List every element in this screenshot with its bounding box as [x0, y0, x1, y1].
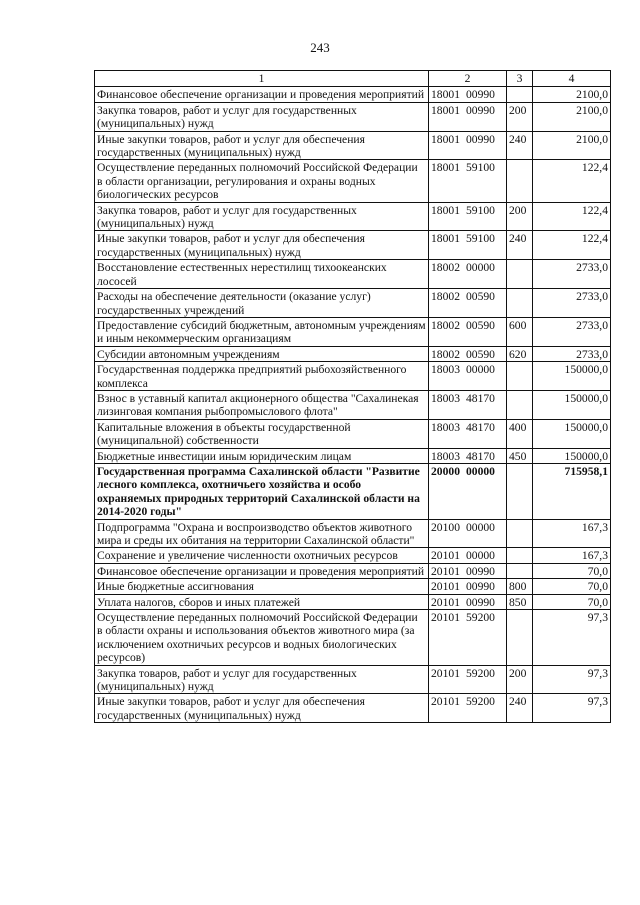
column-header-sum: 4 [533, 71, 611, 87]
page-number: 243 [310, 40, 330, 55]
row-code-program: 18001 [431, 161, 460, 175]
row-code [429, 102, 507, 131]
row-code [429, 563, 507, 578]
row-expense-type: 240 [507, 131, 533, 160]
row-sum: 97,3 [533, 694, 611, 723]
row-expense-type [507, 87, 533, 102]
table-row [95, 448, 611, 463]
row-code-program: 18001 [431, 132, 460, 146]
row-code-program: 20100 [431, 520, 460, 534]
column-header-expense-type: 3 [507, 71, 533, 87]
row-name: Финансовое обеспечение организации и проведения мероприятий [95, 87, 429, 102]
row-name: Закупка товаров, работ и услуг для государственных (муниципальных) нужд [95, 665, 429, 694]
table-row [95, 289, 611, 318]
row-code-direction: 00990 [465, 580, 495, 594]
row-code [429, 317, 507, 346]
row-expense-type [507, 563, 533, 578]
row-code-program: 20101 [431, 580, 460, 594]
row-expense-type [507, 260, 533, 289]
row-code-program: 18003 [431, 449, 460, 463]
row-code-program: 18003 [431, 391, 460, 405]
row-code-program: 18002 [431, 318, 460, 332]
row-code-direction: 59100 [465, 232, 495, 246]
row-code-direction: 00590 [465, 290, 495, 304]
row-sum: 150000,0 [533, 448, 611, 463]
row-code-program: 20101 [431, 549, 460, 563]
row-expense-type: 400 [507, 419, 533, 448]
column-header-name: 1 [95, 71, 429, 87]
row-code [429, 260, 507, 289]
row-sum: 2733,0 [533, 289, 611, 318]
row-expense-type: 200 [507, 102, 533, 131]
row-code-direction: 59200 [465, 666, 495, 680]
row-sum: 97,3 [533, 665, 611, 694]
row-sum: 167,3 [533, 548, 611, 563]
row-name: Иные закупки товаров, работ и услуг для обеспечения государственных (муниципальных) нужд [95, 231, 429, 260]
row-code-direction: 59100 [465, 161, 495, 175]
row-sum: 97,3 [533, 610, 611, 666]
row-code [429, 419, 507, 448]
row-sum: 2100,0 [533, 102, 611, 131]
table-row [95, 87, 611, 102]
row-sum: 150000,0 [533, 419, 611, 448]
row-code-program: 20101 [431, 695, 460, 709]
table-row [95, 548, 611, 563]
row-sum: 150000,0 [533, 362, 611, 391]
row-name: Закупка товаров, работ и услуг для государственных (муниципальных) нужд [95, 102, 429, 131]
row-sum: 122,4 [533, 160, 611, 202]
row-code-direction: 00990 [465, 595, 495, 609]
table-header-row [95, 71, 611, 87]
row-code [429, 448, 507, 463]
row-expense-type [507, 519, 533, 548]
row-code [429, 665, 507, 694]
row-code-program: 20101 [431, 666, 460, 680]
budget-table [94, 70, 611, 723]
row-code-program: 18002 [431, 347, 460, 361]
table-row [95, 346, 611, 361]
row-name: Субсидии автономным учреждениям [95, 346, 429, 361]
row-code [429, 390, 507, 419]
row-name: Сохранение и увеличение численности охотничьих ресурсов [95, 548, 429, 563]
row-expense-type: 240 [507, 231, 533, 260]
row-code-direction: 59200 [465, 695, 495, 709]
row-code-direction: 48170 [465, 391, 495, 405]
row-sum: 122,4 [533, 231, 611, 260]
row-expense-type [507, 160, 533, 202]
row-code-direction: 59100 [465, 203, 495, 217]
row-code-program: 18001 [431, 232, 460, 246]
row-code [429, 694, 507, 723]
row-code-program: 18002 [431, 290, 460, 304]
row-sum: 70,0 [533, 579, 611, 594]
row-code-program: 18003 [431, 420, 460, 434]
table-row [95, 419, 611, 448]
row-sum: 2733,0 [533, 317, 611, 346]
row-sum: 715958,1 [533, 463, 611, 519]
table-row [95, 694, 611, 723]
row-expense-type: 240 [507, 694, 533, 723]
row-code [429, 579, 507, 594]
row-sum: 150000,0 [533, 390, 611, 419]
table-row [95, 317, 611, 346]
row-code-direction: 00000 [465, 549, 495, 563]
table-row [95, 131, 611, 160]
row-expense-type [507, 362, 533, 391]
row-code [429, 548, 507, 563]
table-row [95, 160, 611, 202]
row-sum: 167,3 [533, 519, 611, 548]
row-name: Расходы на обеспечение деятельности (оказание услуг) государственных учреждений [95, 289, 429, 318]
row-name: Осуществление переданных полномочий Российской Федерации в области организации, регулирования и охраны водных биологических ресурсов [95, 160, 429, 202]
row-code [429, 87, 507, 102]
row-expense-type [507, 390, 533, 419]
row-code-program: 18002 [431, 261, 460, 275]
row-name: Бюджетные инвестиции иным юридическим лицам [95, 448, 429, 463]
row-code-program: 20101 [431, 595, 460, 609]
row-code-direction: 48170 [465, 449, 495, 463]
row-code [429, 289, 507, 318]
row-code-program: 20000 [431, 464, 460, 478]
table-row [95, 390, 611, 419]
row-name: Иные закупки товаров, работ и услуг для обеспечения государственных (муниципальных) нужд [95, 131, 429, 160]
row-code [429, 202, 507, 231]
row-sum: 70,0 [533, 594, 611, 609]
row-sum: 122,4 [533, 202, 611, 231]
row-expense-type: 450 [507, 448, 533, 463]
row-expense-type: 200 [507, 202, 533, 231]
row-name: Государственная поддержка предприятий рыбохозяйственного комплекса [95, 362, 429, 391]
row-name: Осуществление переданных полномочий Российской Федерации в области охраны и использования объектов животного мира (за исключением охотничьих ресурсов и водных биологических ресурсов) [95, 610, 429, 666]
row-name: Уплата налогов, сборов и иных платежей [95, 594, 429, 609]
row-name: Капитальные вложения в объекты государственной (муниципальной) собственности [95, 419, 429, 448]
row-expense-type: 620 [507, 346, 533, 361]
table-row [95, 231, 611, 260]
row-sum: 70,0 [533, 563, 611, 578]
row-expense-type: 850 [507, 594, 533, 609]
row-code-direction: 48170 [465, 420, 495, 434]
row-code-direction: 00590 [465, 347, 495, 361]
row-code [429, 594, 507, 609]
table-row [95, 579, 611, 594]
row-expense-type: 800 [507, 579, 533, 594]
row-code [429, 131, 507, 160]
row-name: Финансовое обеспечение организации и проведения мероприятий [95, 563, 429, 578]
row-name: Государственная программа Сахалинской области "Развитие лесного комплекса, охотничьего хозяйства и особо охраняемых природных территорий Сахалинской области на 2014-2020 годы" [95, 463, 429, 519]
row-code-program: 18001 [431, 103, 460, 117]
row-code [429, 231, 507, 260]
row-code-direction: 00990 [465, 564, 495, 578]
table-row [95, 610, 611, 666]
row-code-program: 20101 [431, 611, 460, 625]
row-expense-type [507, 463, 533, 519]
table-row [95, 102, 611, 131]
row-code [429, 160, 507, 202]
row-code [429, 362, 507, 391]
row-code-direction: 59200 [465, 611, 495, 625]
row-code-direction: 00990 [465, 88, 495, 102]
row-code [429, 463, 507, 519]
row-code-program: 18003 [431, 363, 460, 377]
row-code-direction: 00990 [465, 132, 495, 146]
row-sum: 2733,0 [533, 260, 611, 289]
table-row [95, 463, 611, 519]
row-expense-type [507, 289, 533, 318]
row-name: Восстановление естественных нерестилищ тихоокеанских лососей [95, 260, 429, 289]
table-row [95, 519, 611, 548]
row-expense-type: 200 [507, 665, 533, 694]
row-expense-type [507, 548, 533, 563]
row-code-direction: 00000 [465, 261, 495, 275]
row-sum: 2100,0 [533, 131, 611, 160]
table-row [95, 563, 611, 578]
row-code-direction: 00000 [465, 363, 495, 377]
table-row [95, 594, 611, 609]
table-row [95, 260, 611, 289]
row-code [429, 610, 507, 666]
row-name: Взнос в уставный капитал акционерного общества "Сахалинекая лизинговая компания рыбопромыслового флота" [95, 390, 429, 419]
row-code [429, 519, 507, 548]
row-expense-type: 600 [507, 317, 533, 346]
row-code-direction: 00000 [465, 520, 495, 534]
column-header-code: 2 [429, 71, 507, 87]
row-sum: 2733,0 [533, 346, 611, 361]
row-name: Предоставление субсидий бюджетным, автономным учреждениям и иным некоммерческим организациям [95, 317, 429, 346]
row-code-program: 18001 [431, 203, 460, 217]
row-name: Иные бюджетные ассигнования [95, 579, 429, 594]
table-row [95, 362, 611, 391]
row-name: Подпрограмма "Охрана и воспроизводство объектов животного мира и среды их обитания на территории Сахалинской области" [95, 519, 429, 548]
row-code-program: 20101 [431, 564, 460, 578]
row-name: Закупка товаров, работ и услуг для государственных (муниципальных) нужд [95, 202, 429, 231]
table-row [95, 665, 611, 694]
row-code-direction: 00990 [465, 103, 495, 117]
row-code [429, 346, 507, 361]
row-code-direction: 00590 [465, 318, 495, 332]
row-name: Иные закупки товаров, работ и услуг для обеспечения государственных (муниципальных) нужд [95, 694, 429, 723]
row-code-direction: 00000 [465, 464, 495, 478]
row-sum: 2100,0 [533, 87, 611, 102]
table-row [95, 202, 611, 231]
row-expense-type [507, 610, 533, 666]
row-code-program: 18001 [431, 88, 460, 102]
